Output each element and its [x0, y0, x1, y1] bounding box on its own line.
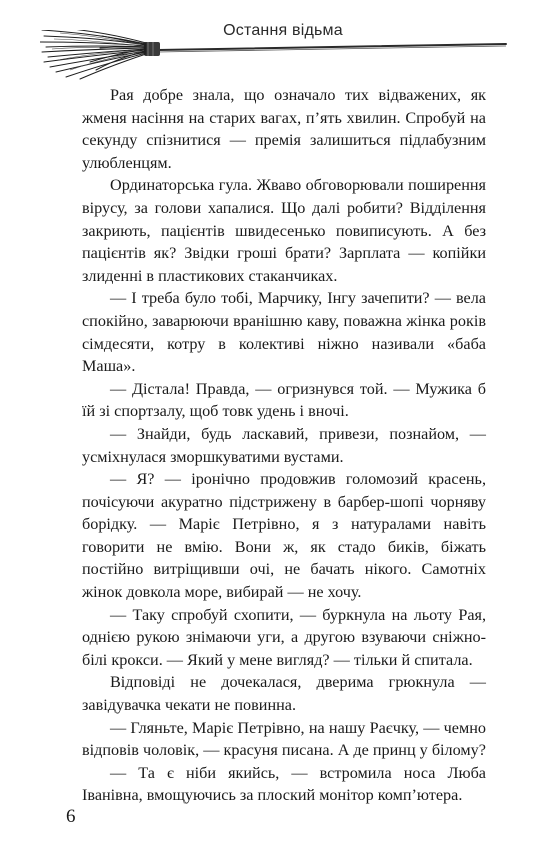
paragraph: — Гляньте, Маріє Петрівно, на нашу Раєчку, — чемно відповів чоловік, — красуня писана. А де принц у білому?: [82, 718, 486, 760]
paragraph: Відповіді не дочекалася, дверима грюкнула — завідувачка чекати не повинна.: [82, 673, 486, 715]
paragraph: — Дістала! Правда, — огризнувся той. — Мужика б їй зі спортзалу, щоб товк удень і вночі.: [82, 379, 486, 421]
paragraph: — І треба було тобі, Марчику, Інгу зачепити? — вела спокійно, заварюючи вранішню каву, поважна жінка років сімдесяти, котру в колективі ніжно називали «баба Маша».: [82, 289, 486, 376]
running-title: Остання відьма: [223, 22, 343, 39]
page-number: 6: [66, 806, 76, 827]
paragraph: — Та є ніби якийсь, — встромила носа Люба Іванівна, вмощуючись за плоский монітор комп’ютера.: [82, 763, 486, 805]
paragraph: — Знайди, будь ласкавий, привези, познайом, — усміхнулася зморшкуватими вустами.: [82, 424, 486, 466]
paragraph: Ординаторська гула. Жваво обговорювали поширення вірусу, за голови хапалися. Що далі робити? Відділення закриють, пацієнтів швидесенько повиписують. А без пацієнтів як? Звідки гроші брати? Зарплата — копійки злиденні в пластикових стаканчиках.: [82, 176, 486, 285]
body-text: [82, 84, 486, 807]
paragraph: — Я? — іронічно продовжив голомозий красень, почісуючи акуратно підстрижену в барбер-шопі чорняву борідку. — Маріє Петрівно, я з натуралами навіть говорити не вмію. Вони ж, як стадо биків, біжать постійно витріщивши очі, не бачать нікого. Самотніх жінок довкола море, вибирай — не хочу.: [82, 470, 486, 602]
paragraph: Рая добре знала, що означало тих відважених, як жменя насіння на старих вагах, п’ять хвилин. Спробуй на секунду спізнитися — премія залишиться підлабузним улюбленцям.: [82, 86, 486, 172]
page-header: [0, 0, 546, 80]
paragraph: — Таку спробуй схопити, — буркнула на льоту Рая, однією рукою знімаючи уги, а другою взуваючи сніжно-білі крокси. — Який у мене вигляд? — тільки й спитала.: [82, 605, 486, 669]
